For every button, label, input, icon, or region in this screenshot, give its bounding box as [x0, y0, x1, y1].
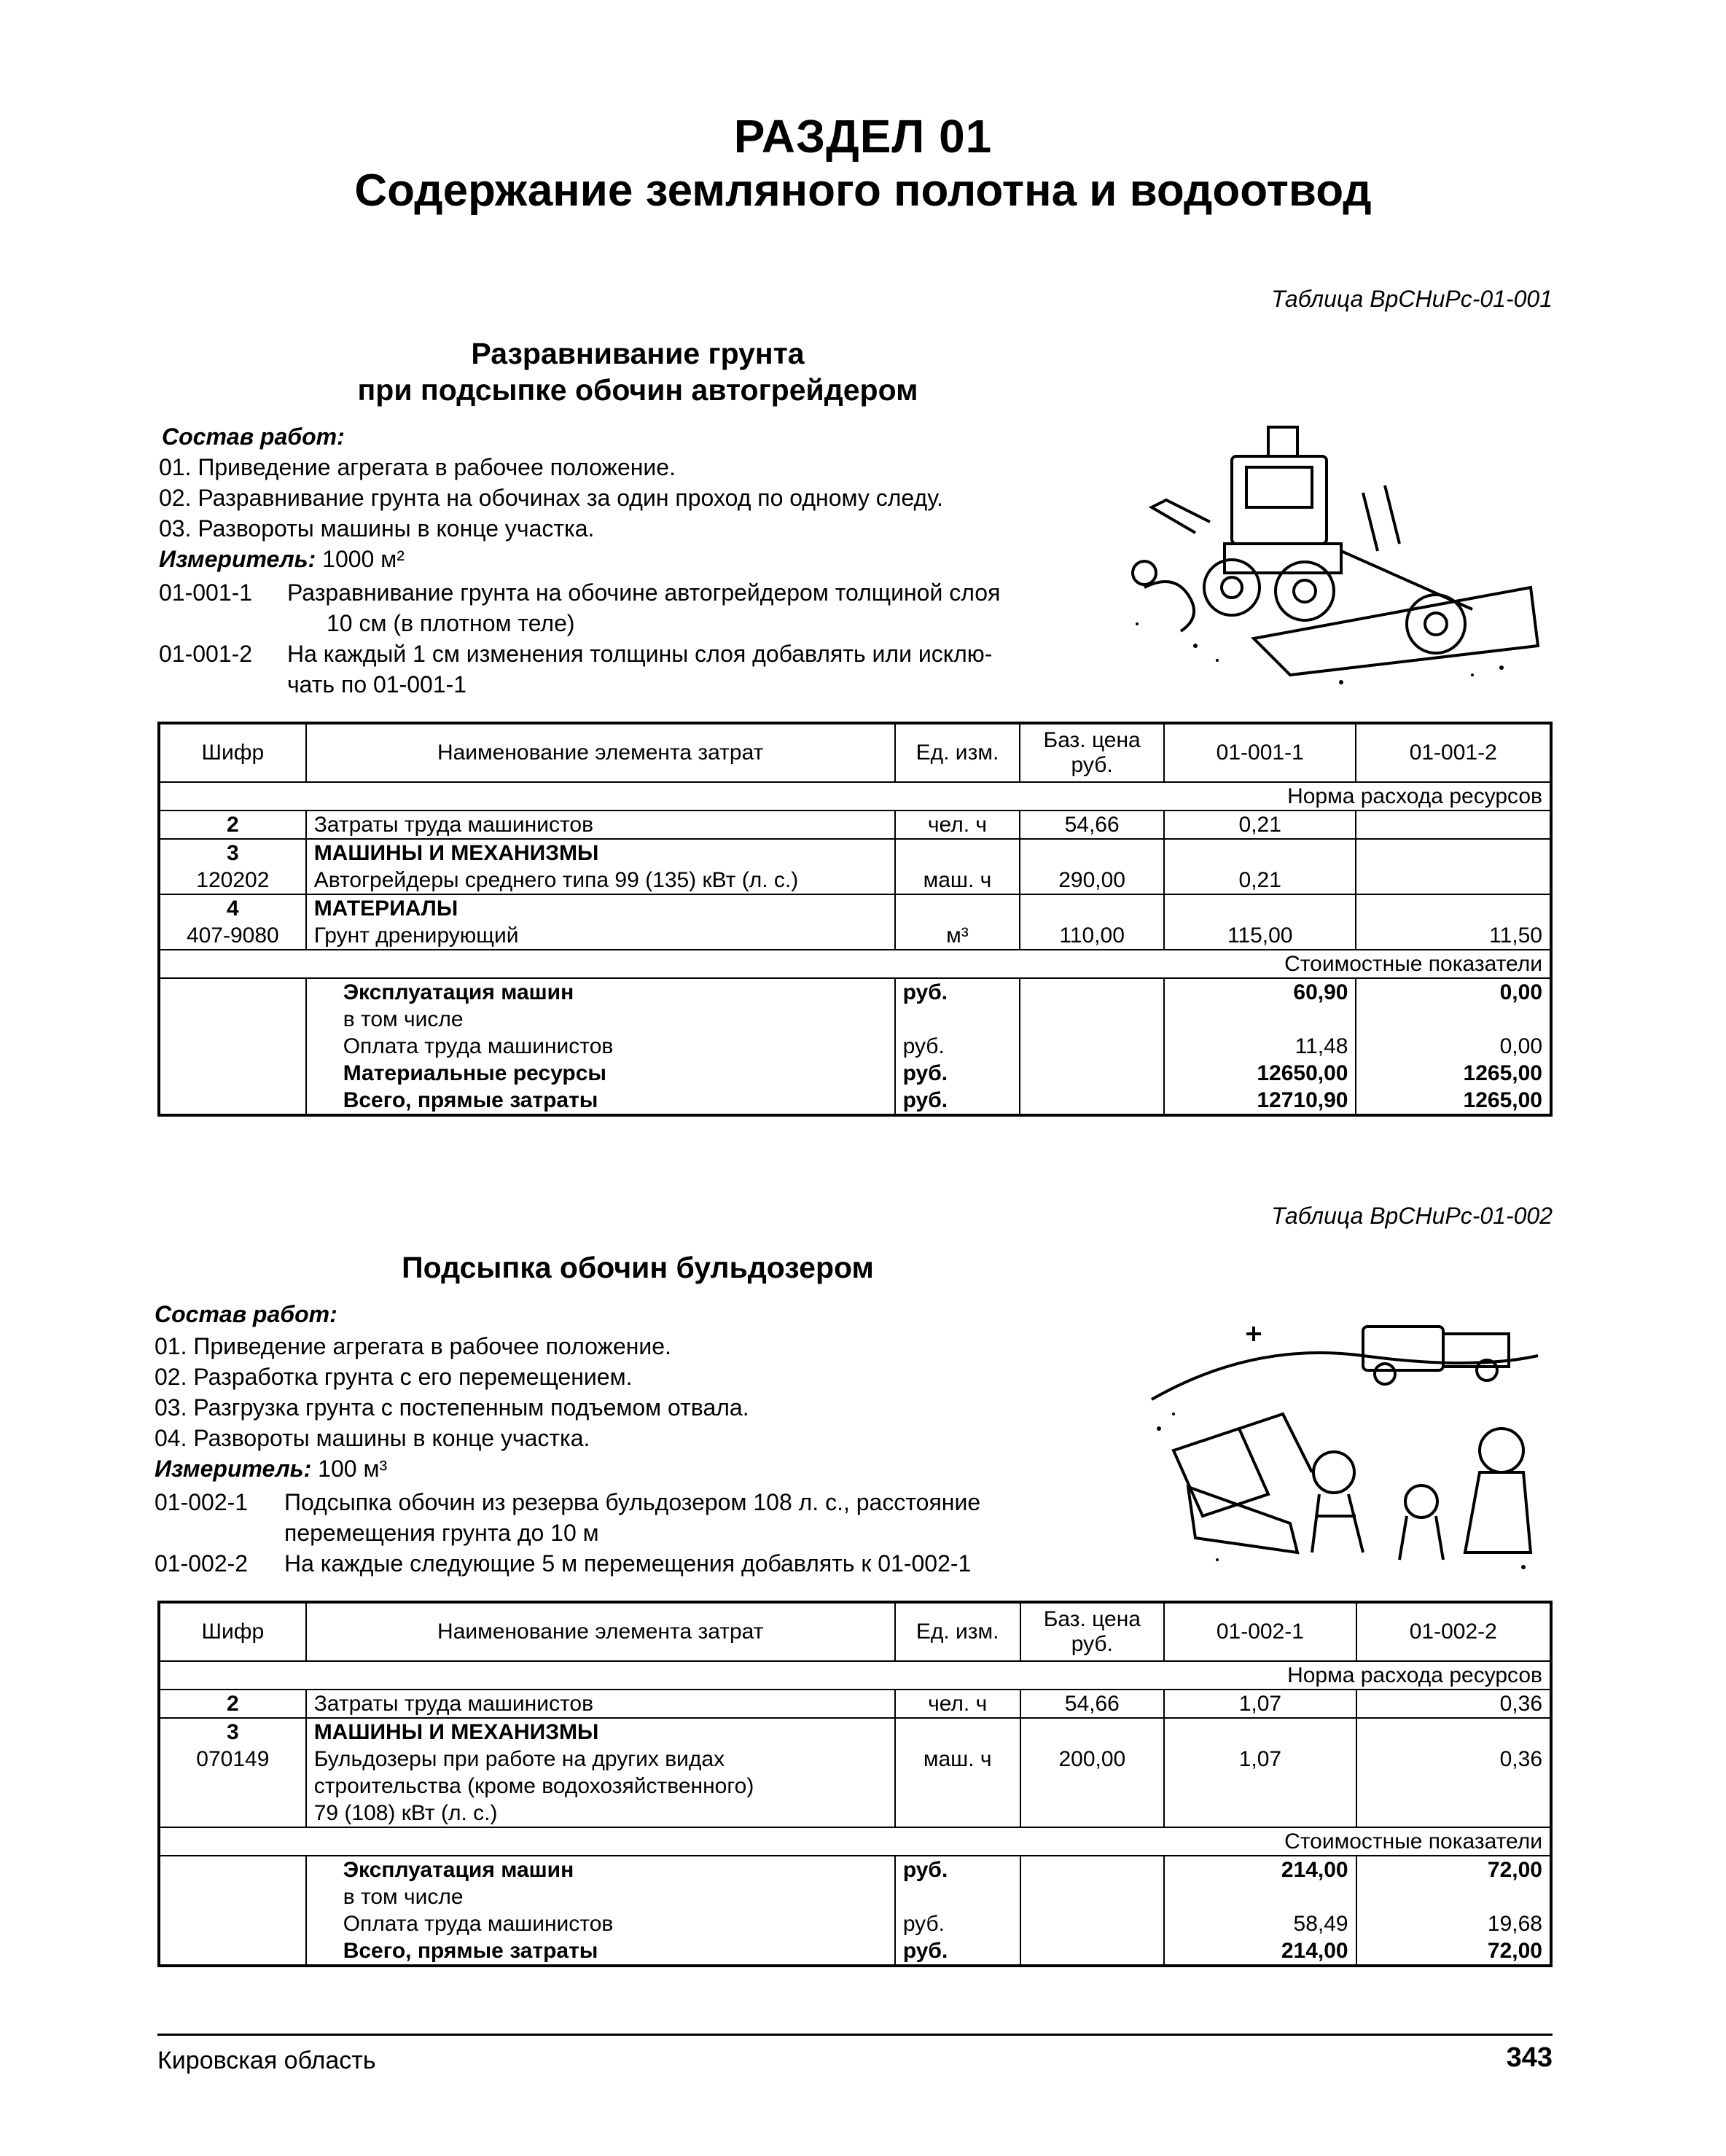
col-header: Наименование элемента затрат: [306, 1602, 895, 1661]
table-heading-line1: Разравнивание грунта: [471, 337, 805, 370]
resource-table: [157, 722, 1553, 1117]
grader-illustration: [1122, 405, 1560, 697]
cost-row: Оплата труда машинистов руб. 58,49 19,68: [159, 1910, 1551, 1937]
table-heading: Подсыпка обочин бульдозером: [402, 1251, 874, 1284]
cost-row: Оплата труда машинистов руб. 11,48 0,00: [159, 1033, 1551, 1060]
page-number: 343: [1506, 2042, 1553, 2073]
table-row: 120202 Автогрейдеры среднего типа 99 (135) кВт (л. с.) маш. ч 290,00 0,21: [159, 867, 1551, 894]
col-header: 01-002-2: [1356, 1602, 1551, 1661]
col-header: Баз. цена руб.: [1020, 1602, 1165, 1661]
works-label: Состав работ:: [162, 423, 345, 450]
works-label: Состав работ:: [155, 1301, 337, 1327]
measure: Измеритель: 1000 м²: [159, 546, 405, 572]
table-row: 3 МАШИНЫ И МЕХАНИЗМЫ: [159, 839, 1551, 867]
table-row: 070149 Бульдозеры при работе на других видах строительства (кроме водохозяйственного) 79 (108) кВт (л. с.) маш. ч 200,00 1,07 0,36: [159, 1746, 1551, 1827]
cost-row: Материальные ресурсы руб. 12650,00 1265,00: [159, 1060, 1551, 1087]
table-row: 4 МАТЕРИАЛЫ: [159, 894, 1551, 922]
table-heading-line2: при подсыпке обочин автогрейдером: [357, 373, 918, 407]
footer-region: Кировская область: [157, 2047, 376, 2074]
band-label: Норма расхода ресурсов: [159, 782, 1551, 811]
table-row: 3 МАШИНЫ И МЕХАНИЗМЫ: [159, 1718, 1551, 1746]
band-label: Норма расхода ресурсов: [159, 1661, 1551, 1690]
band-label: Стоимостные показатели: [159, 950, 1551, 978]
col-header: Баз. цена руб.: [1020, 723, 1164, 782]
table-row: 2 Затраты труда машинистов чел. ч 54,66 0,21: [159, 811, 1551, 839]
work-item: 04. Развороты машины в конце участка.: [155, 1425, 590, 1451]
work-item: 02. Разравнивание грунта на обочинах за один проход по одному следу.: [159, 485, 943, 511]
cost-row: в том числе: [159, 1883, 1551, 1910]
cost-row: в том числе: [159, 1006, 1551, 1033]
work-item: 01. Приведение агрегата в рабочее положение.: [159, 454, 676, 480]
col-header: 01-002-1: [1164, 1602, 1356, 1661]
cost-row: Всего, прямые затраты руб. 214,00 72,00: [159, 1937, 1551, 1966]
col-header: Шифр: [159, 723, 306, 782]
section-title: РАЗДЕЛ 01: [733, 110, 993, 163]
cost-row: Эксплуатация машин руб. 60,90 0,00: [159, 978, 1551, 1006]
col-header: Ед. изм.: [895, 1602, 1020, 1661]
table-ref: Таблица ВрСНиРс-01-002: [1271, 1203, 1553, 1229]
resource-table: [157, 1601, 1553, 1967]
work-item: 02. Разработка грунта с его перемещением.: [155, 1364, 633, 1390]
col-header: Ед. изм.: [895, 723, 1020, 782]
work-item: 03. Разгрузка грунта с постепенным подъемом отвала.: [155, 1394, 749, 1421]
bulldozer-illustration: [1144, 1283, 1553, 1574]
work-item: 03. Развороты машины в конце участка.: [159, 515, 595, 542]
measure: Измеритель: 100 м³: [155, 1456, 388, 1482]
table-header-row: [159, 723, 1551, 782]
col-header: 01-001-2: [1356, 723, 1551, 782]
col-header: 01-001-1: [1164, 723, 1356, 782]
table-row: 407-9080 Грунт дренирующий м³ 110,00 115,00 11,50: [159, 922, 1551, 950]
cost-row: Эксплуатация машин руб. 214,00 72,00: [159, 1856, 1551, 1883]
footer-divider: [157, 2034, 1553, 2036]
table-header-row: [159, 1602, 1551, 1661]
work-item: 01. Приведение агрегата в рабочее положение.: [155, 1333, 671, 1359]
table-row: 2 Затраты труда машинистов чел. ч 54,66 1,07 0,36: [159, 1690, 1551, 1718]
section-subtitle: Содержание земляного полотна и водоотвод: [354, 165, 1372, 216]
band-label: Стоимостные показатели: [159, 1827, 1551, 1856]
table-ref: Таблица ВрСНиРс-01-001: [1271, 286, 1553, 312]
cost-row: Всего, прямые затраты руб. 12710,90 1265,00: [159, 1087, 1551, 1115]
col-header: Шифр: [159, 1602, 306, 1661]
col-header: Наименование элемента затрат: [306, 723, 895, 782]
